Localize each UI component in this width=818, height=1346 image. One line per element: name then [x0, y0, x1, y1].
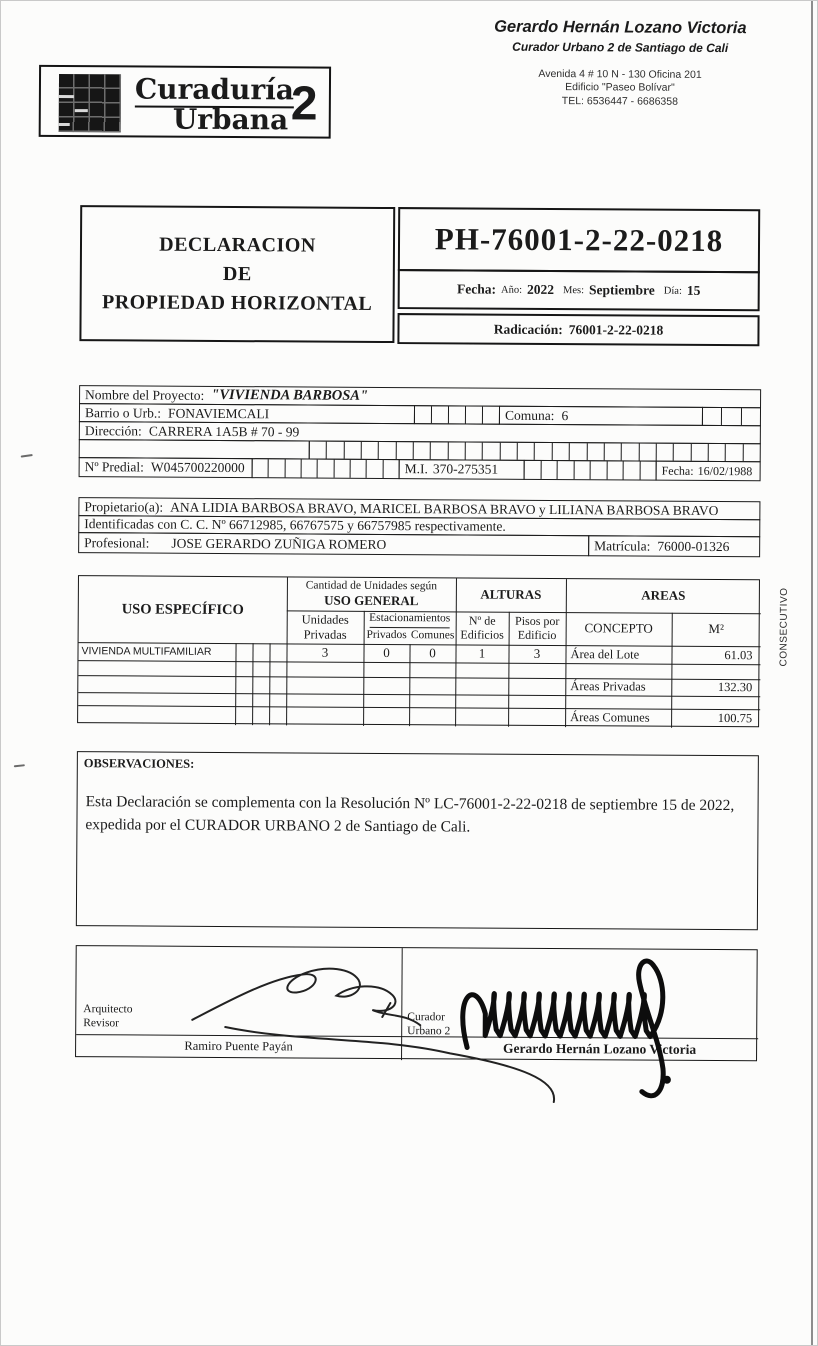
barrio-label: Barrio o Urb.:	[84, 404, 162, 421]
uso-value: VIVIENDA MULTIFAMILIAR	[81, 645, 212, 658]
curaduria-logo	[39, 65, 331, 139]
curator-title: Curador Urbano 2 de Santiago de Cali	[512, 39, 729, 56]
predial-fecha-value: 16/02/1988	[697, 463, 753, 478]
grid-cells	[524, 460, 657, 481]
grid-cells	[414, 405, 500, 425]
est-comunes-value: 0	[429, 644, 436, 660]
title-line3: PROPIEDAD HORIZONTAL	[101, 290, 373, 315]
edificios-value: 1	[478, 645, 486, 661]
mi-label: M.I.	[404, 461, 428, 477]
dia-label: Día:	[663, 285, 682, 297]
observaciones-label: OBSERVACIONES:	[83, 756, 195, 771]
ano-label: Año:	[501, 284, 523, 296]
privados-header: Privados	[366, 628, 407, 642]
areas-header: AREAS	[641, 587, 686, 603]
observaciones-box	[76, 751, 759, 930]
title-line1: DECLARACION	[159, 233, 316, 257]
dia-value: 15	[686, 282, 701, 298]
areas-comunes-label: Áreas Comunes	[570, 710, 650, 725]
cantidad-unidades-header: Cantidad de Unidades según USO GENERAL	[305, 579, 438, 608]
fecha-cell	[398, 269, 760, 311]
profesional-value: JOSE GERARDO ZUÑIGA ROMERO	[171, 535, 387, 552]
radicacion-cell	[397, 313, 759, 346]
barrio-value: FONAVIEMCALI	[168, 405, 270, 421]
num-edificios-header: Nº de Edificios	[460, 613, 504, 642]
units-table	[77, 575, 760, 727]
left-role-line1: Arquitecto	[83, 1003, 133, 1016]
area-lote-value: 61.03	[724, 647, 753, 663]
signature-dot	[663, 1076, 671, 1084]
estacionamientos-header: Estacionamientos	[369, 612, 451, 625]
unidades-value: 3	[321, 644, 329, 660]
matricula-label: Matrícula:	[594, 537, 651, 554]
mi-value: 370-275351	[432, 461, 499, 477]
mes-label: Mes:	[563, 284, 585, 296]
right-role-line1: Curador	[407, 1011, 446, 1024]
predial-label: Nº Predial:	[84, 459, 145, 475]
right-signer-name: Gerardo Hernán Lozano Victoria	[502, 1040, 697, 1057]
predial-fecha-label: Fecha:	[661, 463, 694, 478]
est-privados-value: 0	[383, 644, 390, 660]
margin-mark-1	[21, 454, 33, 458]
logo-grid-icon	[59, 74, 121, 132]
areas-comunes-value: 100.75	[717, 711, 753, 726]
radicacion-value: 76001-2-22-0218	[568, 321, 664, 338]
direccion-label: Dirección:	[84, 422, 142, 439]
concepto-header: CONCEPTO	[584, 620, 653, 636]
predial-value: W045700220000	[150, 459, 245, 476]
ph-number-cell	[398, 207, 760, 273]
profesional-label: Profesional:	[84, 534, 150, 551]
office-phone: TEL: 6536447 - 6686358	[561, 94, 679, 108]
left-role-line2: Revisor	[83, 1017, 120, 1030]
pisos-value: 3	[533, 645, 541, 661]
project-info-table	[79, 385, 762, 481]
nombre-proyecto-value: "VIVIENDA BARBOSA"	[211, 386, 369, 404]
consecutivo-side-label: CONSECUTIVO	[778, 587, 790, 667]
direccion-value: CARRERA 1A5B # 70 - 99	[148, 423, 300, 439]
m2-header: M²	[708, 620, 724, 637]
area-lote-label: Área del Lote	[570, 646, 640, 662]
right-role-line2: Urbano 2	[407, 1025, 451, 1038]
ph-number: PH-76001-2-22-0218	[434, 221, 724, 259]
declaration-title-cell	[79, 205, 395, 343]
pisos-edificio-header: Pisos por Edificio	[514, 613, 560, 642]
margin-mark-2	[14, 764, 25, 767]
curator-name: Gerardo Hernán Lozano Victoria	[494, 17, 747, 38]
ano-value: 2022	[527, 281, 555, 298]
matricula-value: 76000-01326	[657, 538, 730, 554]
identificacion-text: Identificadas con C. C. Nº 66712985, 66767575 y 66757985 respectivamente.	[84, 516, 506, 534]
left-signer-name: Ramiro Puente Payán	[184, 1038, 293, 1054]
office-building: Edificio "Paseo Bolívar"	[565, 81, 675, 95]
logo-word-urbana: Urbana	[172, 102, 289, 137]
grid-cells	[702, 407, 761, 426]
comuna-label: Comuna:	[504, 407, 555, 423]
title-line2: DE	[222, 262, 252, 285]
areas-privadas-label: Áreas Privadas	[570, 679, 646, 694]
grid-cells	[252, 458, 400, 479]
signatures-box	[75, 945, 758, 1061]
uso-especifico-header: USO ESPECÍFICO	[121, 601, 244, 618]
propietario-value: ANA LIDIA BARBOSA BRAVO, MARICEL BARBOSA BRAVO y LILIANA BARBOSA BRAVO	[170, 499, 719, 518]
comunes-header: Comunes	[410, 629, 455, 642]
curator-header-block	[431, 17, 810, 110]
radicacion-label: Radicación:	[493, 321, 563, 337]
page-edge-line	[811, 1, 813, 1345]
unidades-privadas-header: Unidades Privadas	[301, 612, 349, 642]
logo-number: 2	[290, 77, 318, 131]
alturas-header: ALTURAS	[480, 586, 542, 602]
owners-table	[78, 497, 760, 559]
propietario-label: Propietario(a):	[84, 498, 164, 515]
mes-value: Septiembre	[589, 282, 655, 298]
fecha-label: Fecha:	[457, 281, 497, 297]
observaciones-text: Esta Declaración se complementa con la Resolución Nº LC-76001-2-22-0218 de septiembre 15 de 2022, expedida por el CURADOR URBANO 2 de Santiago de Cali.	[85, 793, 735, 836]
nombre-proyecto-label: Nombre del Proyecto:	[85, 386, 205, 403]
office-address: Avenida 4 # 10 N - 130 Oficina 201	[538, 67, 702, 81]
comuna-value: 6	[561, 407, 569, 423]
areas-privadas-value: 132.30	[717, 680, 753, 695]
logo-word-curaduria: Curaduría	[134, 72, 295, 107]
